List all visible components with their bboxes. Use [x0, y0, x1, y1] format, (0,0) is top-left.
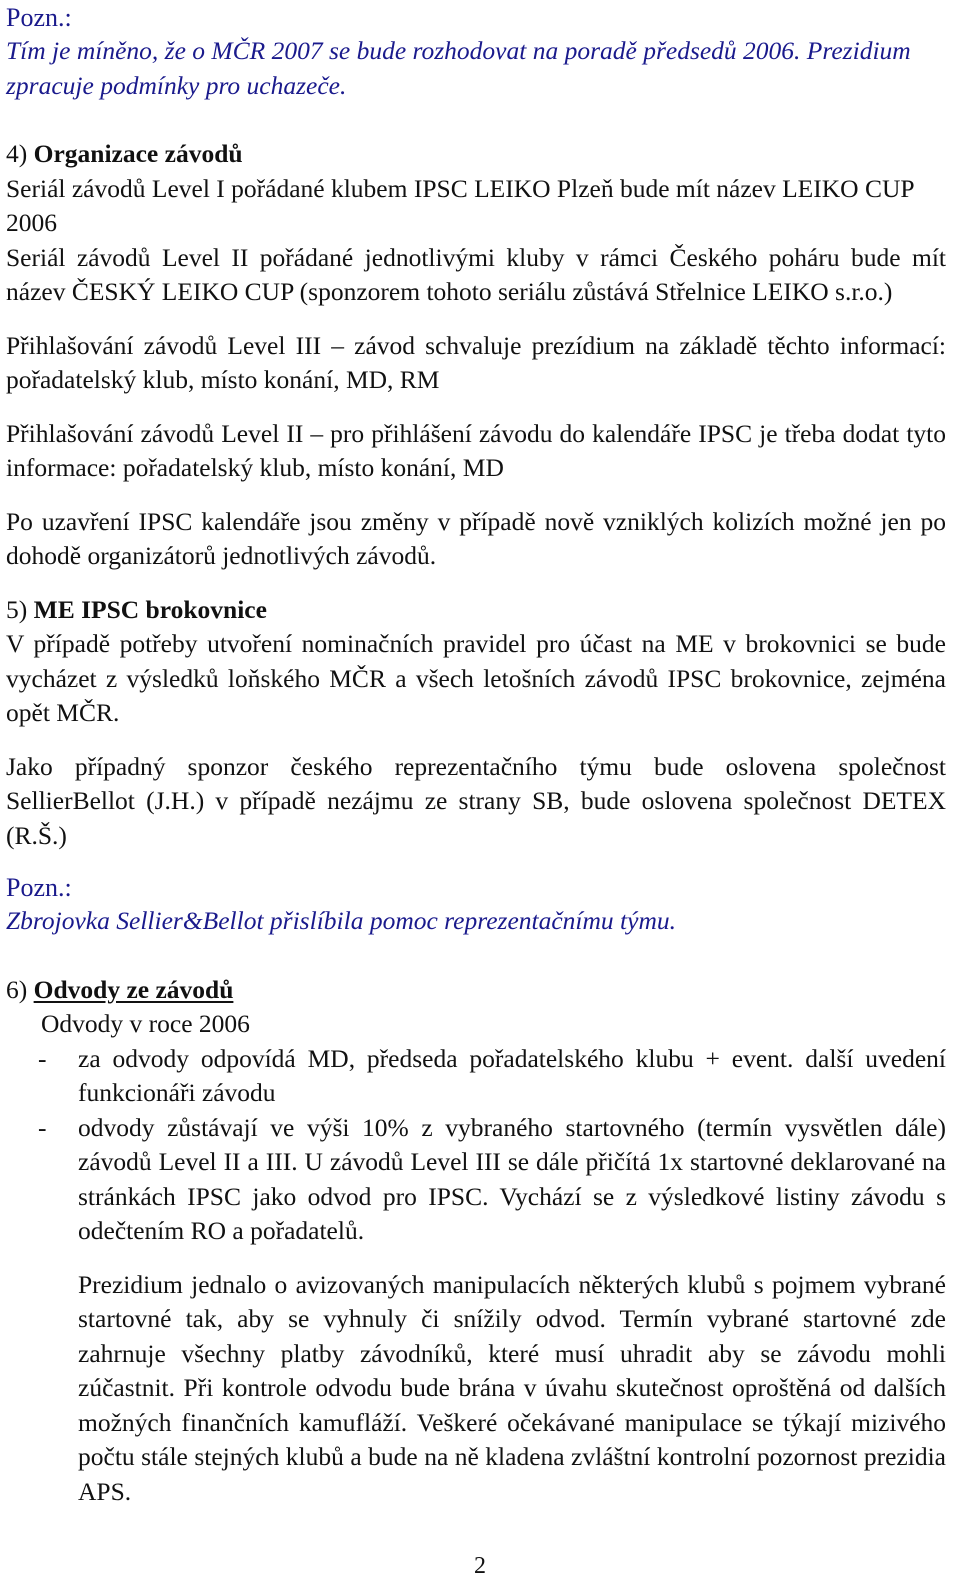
- section-title: Organizace závodů: [33, 139, 243, 168]
- section-heading-odvody: [6, 973, 946, 1008]
- page-number: 2: [474, 1553, 486, 1579]
- paragraph: Seriál závodů Level II pořádané jednotlivými kluby v rámci Českého poháru bude mít název ČESKÝ LEIKO CUP (sponzorem tohoto seriálu zůstává Střelnice LEIKO s.r.o.): [6, 242, 946, 306]
- note-text: Tím je míněno, že o MČR 2007 se bude rozhodovat na poradě předsedů 2006. Prezidium zpracuje podmínky pro uchazeče.: [6, 36, 911, 100]
- paragraph: Jako případný sponzor českého reprezentačního týmu bude oslovena společnost SellierBellot (J.H.) v případě nezájmu ze strany SB, bude oslovena společnost DETEX (R.Š.): [6, 751, 946, 850]
- dash-marker: -: [38, 1043, 47, 1073]
- section-title: Odvody ze závodů: [33, 974, 234, 1004]
- section-number: 4): [6, 139, 28, 168]
- paragraph: Prezidium jednalo o avizovaných manipulacích některých klubů s pojmem vybrané startovné tak, aby se vyhnuly či snížily odvod. Termín vybrané startovné zde zahrnuje všechny platby závodníků, které musí uhradit aby se závodu mohli zúčastnit. Při kontrole odvodu bude brána v úvahu skutečnost oproštěná od dalších možných finančních kamufláží. Veškeré očekávané manipulace se týkají mizivého počtu stále stejných klubů a bude na ně kladena zvláštní kontrolní pozornost prezidia APS.: [78, 1269, 946, 1506]
- note-label: Pozn.:: [6, 873, 72, 902]
- paragraph: Přihlašování závodů Level III – závod schvaluje prezídium na základě těchto informací: pořadatelský klub, místo konání, MD, RM: [6, 330, 946, 394]
- dash-marker: -: [38, 1112, 47, 1142]
- paragraph: Seriál závodů Level I pořádané klubem IPSC LEIKO Plzeň bude mít název LEIKO CUP 2006: [6, 173, 914, 237]
- list-item-text: za odvody odpovídá MD, předseda pořadatelského klubu + event. další uvedení funkcionáři závodu: [78, 1043, 946, 1107]
- section-number: 5): [6, 594, 28, 624]
- bullet-list: [6, 1042, 946, 1249]
- paragraph: V případě potřeby utvoření nominačních pravidel pro účast na ME v brokovnici se bude vycházet z výsledků loňského MČR a všech letošních závodů IPSC brokovnice, zejména opět MČR.: [6, 629, 946, 727]
- section-number: 6): [6, 974, 28, 1004]
- paragraph: Po uzavření IPSC kalendáře jsou změny v případě nově vzniklých kolizích možné jen po dohodě organizátorů jednotlivých závodů.: [6, 506, 946, 570]
- list-item-text: odvody zůstávají ve výši 10% z vybraného startovného (termín vysvětlen dále) závodů Level II a III. U závodů Level III se dále přičítá 1x startovné deklarované na stránkách IPSC jako odvod pro IPSC. Vychází se z výsledkové listiny závodu s odečtením RO a pořadatelů.: [78, 1112, 946, 1245]
- section-heading-me-ipsc: [6, 593, 946, 628]
- list-item: [6, 1111, 946, 1249]
- note-label: Pozn.:: [6, 3, 72, 32]
- section-heading-organizace: [6, 137, 946, 172]
- section-title: ME IPSC brokovnice: [33, 594, 267, 624]
- list-item: [6, 1042, 946, 1111]
- subtitle: Odvody v roce 2006: [41, 1009, 250, 1038]
- paragraph: Přihlašování závodů Level II – pro přihlášení závodu do kalendáře IPSC je třeba dodat tyto informace: pořadatelský klub, místo konání, MD: [6, 418, 946, 482]
- note-text: Zbrojovka Sellier&Bellot přislíbila pomoc reprezentačnímu týmu.: [6, 906, 676, 935]
